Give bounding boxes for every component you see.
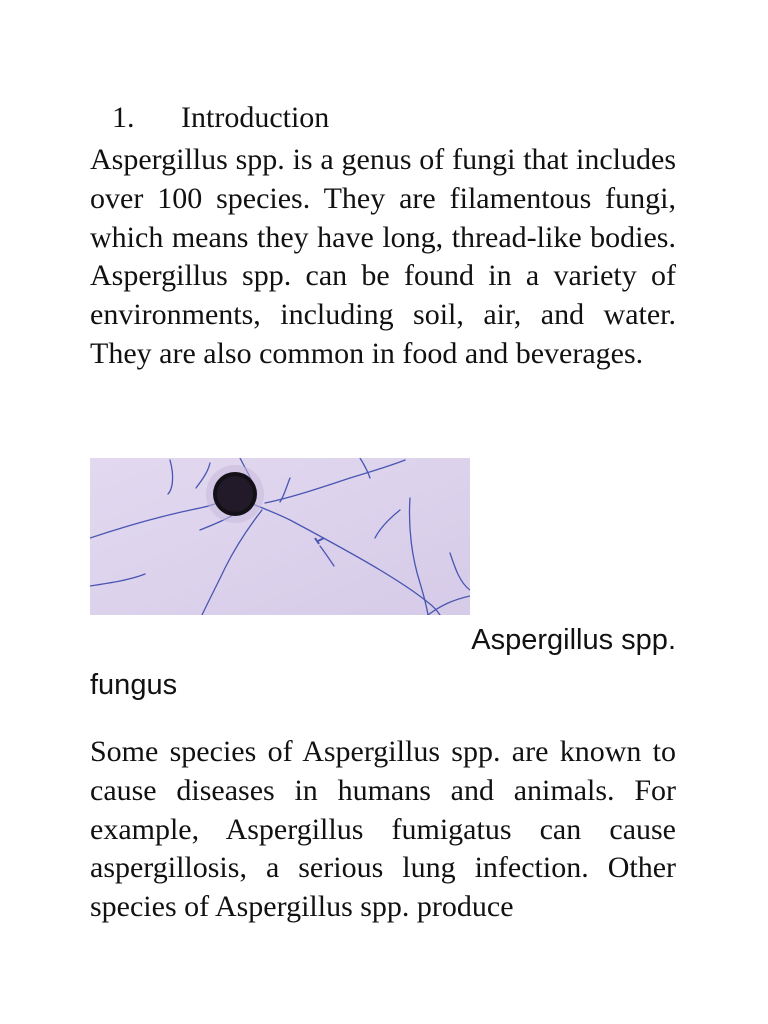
fungus-figure xyxy=(90,458,470,615)
figure-caption-line-2: fungus xyxy=(90,669,178,701)
section-number: 1. xyxy=(112,101,135,134)
section-title: Introduction xyxy=(181,101,330,134)
section-heading xyxy=(112,100,329,136)
aspergillus-microscope-image xyxy=(90,458,470,615)
disease-paragraph: Some species of Aspergillus spp. are known to cause diseases in humans and animals. For example, Aspergillus fumigatus can cause aspergillosis, a serious lung infection. Other species of Aspergillus spp. produce xyxy=(90,735,676,924)
conidial-head-core xyxy=(217,476,253,512)
figure-caption-line-1: Aspergillus spp. xyxy=(471,624,676,656)
intro-paragraph: Aspergillus spp. is a genus of fungi that includes over 100 species. They are filamentous fungi, which means they have long, thread-like bodies. Aspergillus spp. can be found in a variety of environments, including soil, air, and water. They are also common in food and beverages. xyxy=(90,143,676,370)
